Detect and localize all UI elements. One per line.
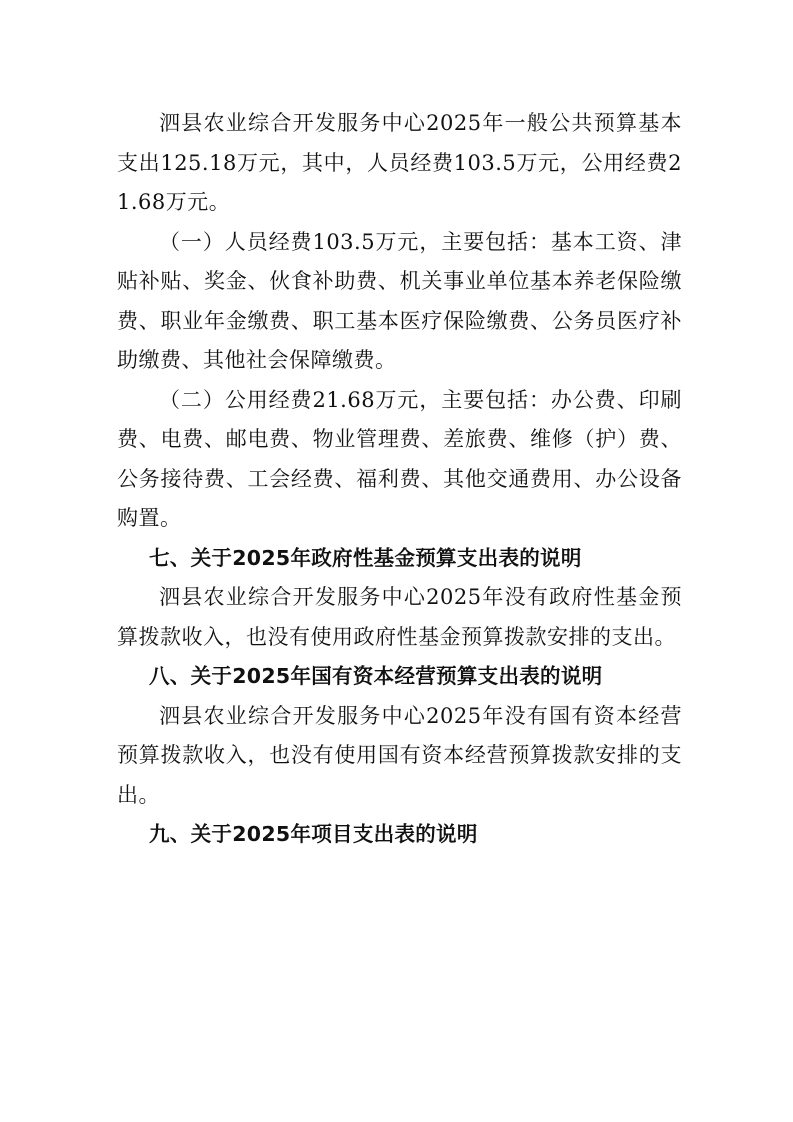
section-heading-9: 九、关于2025年项目支出表的说明 [149, 822, 478, 846]
document-body [117, 104, 682, 855]
paragraph-state-capital: 泗县农业综合开发服务中心2025年没有国有资本经营预算拨款收入，也没有使用国有资本经营预算拨款安排的支出。 [117, 703, 682, 807]
paragraph-basic-expenditure: 泗县农业综合开发服务中心2025年一般公共预算基本支出125.18万元，其中，人员经费103.5万元，公用经费21.68万元。 [117, 111, 682, 214]
paragraph-public-expenses: （二）公用经费21.68万元，主要包括：办公费、印刷费、电费、邮电费、物业管理费、差旅费、维修（护）费、公务接待费、工会经费、福利费、其他交通费用、办公设备购置。 [117, 387, 682, 530]
paragraph-government-fund: 泗县农业综合开发服务中心2025年没有政府性基金预算拨款收入，也没有使用政府性基金预算拨款安排的支出。 [117, 585, 682, 649]
section-heading-7: 七、关于2025年政府性基金预算支出表的说明 [149, 545, 582, 570]
section-heading-8: 八、关于2025年国有资本经营预算支出表的说明 [149, 664, 603, 688]
paragraph-personnel-expenses: （一）人员经费103.5万元，主要包括：基本工资、津贴补贴、奖金、伙食补助费、机关事业单位基本养老保险缴费、职业年金缴费、职工基本医疗保险缴费、公务员医疗补助缴费、其他社会保障缴费。 [117, 229, 682, 372]
